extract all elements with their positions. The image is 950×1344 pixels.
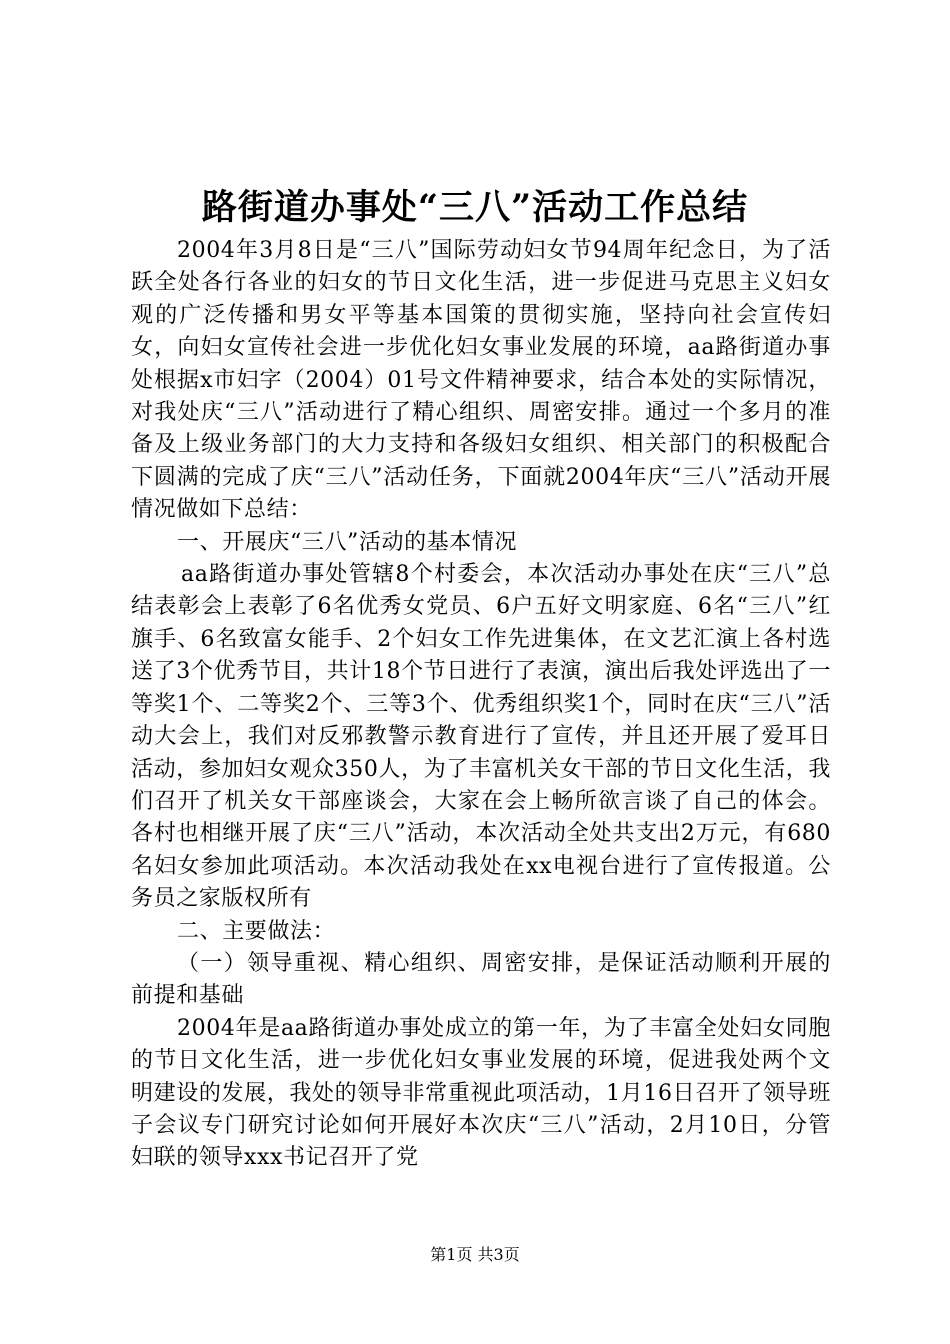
page-number-footer: 第1页 共3页: [430, 1245, 520, 1264]
paragraph-practice: 2004年是aa路街道办事处成立的第一年，为了丰富全处妇女同胞的节日文化生活，进一步优化妇女事业发展的环境，促进我处两个文明建设的发展，我处的领导非常重视此项活动，1月16日召开了领导班子会议专门研究讨论如何开展好本次庆“三八”活动，2月10日，分管妇联的领导xxx书记召开了党: [131, 1015, 831, 1171]
document-body: [131, 235, 831, 1175]
section-heading-1: 一、开展庆“三八”活动的基本情况: [177, 529, 518, 555]
paragraph-basic-situation: aa路街道办事处管辖8个村委会，本次活动办事处在庆“三八”总结表彰会上表彰了6名优秀女党员、6户五好文明家庭、6名“三八”红旗手、6名致富女能手、2个妇女工作先进集体，在文艺汇演上各村选送了3个优秀节目，共计18个节日进行了表演，演出后我处评选出了一等奖1个、二等奖2个、三等3个、优秀组织奖1个，同时在庆“三八”活动大会上，我们对反邪教警示教育进行了宣传，并且还开展了爱耳日活动，参加妇女观众350人，为了丰富机关女干部的节日文化生活，我们召开了机关女干部座谈会，大家在会上畅所欲言谈了自己的体会。各村也相继开展了庆“三八”活动，本次活动全处共支出2万元，有680名妇女参加此项活动。本次活动我处在xx电视台进行了宣传报道。公务员之家版权所有: [131, 562, 831, 912]
section-heading-2: 二、主要做法：: [177, 918, 336, 944]
paragraph-intro: 2004年3月8日是“三八”国际劳动妇女节94周年纪念日，为了活跃全处各行各业的妇女的节日文化生活，进一步促进马克思主义妇女观的广泛传播和男女平等基本国策的贯彻实施，坚持向社会宣传妇女，向妇女宣传社会进一步优化妇女事业发展的环境，aa路街道办事处根据x市妇字（2004）01号文件精神要求，结合本处的实际情况，对我处庆“三八”活动进行了精心组织、周密安排。通过一个多月的准备及上级业务部门的大力支持和各级妇女组织、相关部门的积极配合下圆满的完成了庆“三八”活动任务，下面就2004年庆“三八”活动开展情况做如下总结：: [131, 238, 831, 523]
subsection-heading-1: （一）领导重视、精心组织、周密安排，是保证活动顺利开展的前提和基础: [131, 950, 831, 1009]
document-title: 路街道办事处“三八”活动工作总结: [201, 187, 749, 228]
